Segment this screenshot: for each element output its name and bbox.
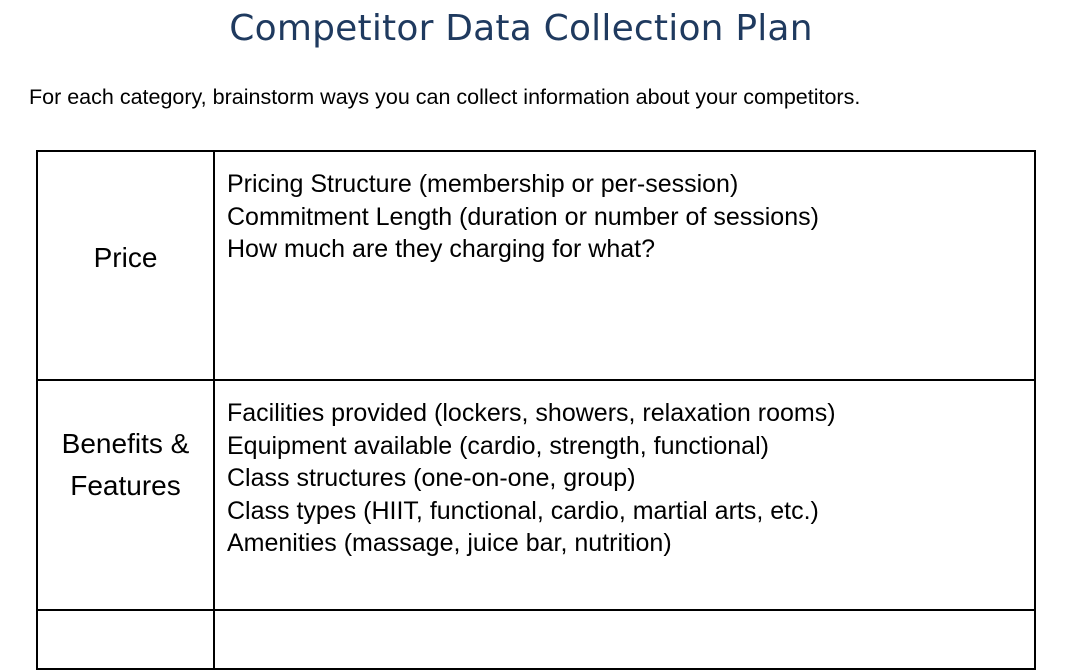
list-item: How much are they charging for what? — [227, 235, 655, 263]
price-item-list — [227, 168, 819, 266]
row-divider — [36, 609, 1036, 611]
list-item: Amenities (massage, juice bar, nutrition) — [227, 529, 672, 557]
category-price — [38, 237, 213, 279]
row-divider — [36, 379, 1036, 381]
list-item: Class structures (one-on-one, group) — [227, 464, 636, 492]
list-item: Equipment available (cardio, strength, functional) — [227, 431, 769, 460]
list-item: Pricing Structure (membership or per-session) — [227, 170, 739, 198]
category-label: Price — [93, 242, 158, 273]
list-item: Commitment Length (duration or number of sessions) — [227, 202, 819, 231]
category-label: Benefits & — [61, 428, 190, 459]
list-item: Facilities provided (lockers, showers, relaxation rooms) — [227, 399, 836, 427]
intro-text: For each category, brainstorm ways you can collect information about your competitors. — [29, 85, 861, 109]
benefits-item-list — [227, 397, 836, 560]
column-divider — [213, 150, 215, 670]
list-item: Class types (HIIT, functional, cardio, martial arts, etc.) — [227, 496, 819, 525]
page-title: Competitor Data Collection Plan — [229, 8, 813, 49]
category-benefits-features — [38, 423, 213, 507]
category-label: Features — [70, 470, 181, 501]
